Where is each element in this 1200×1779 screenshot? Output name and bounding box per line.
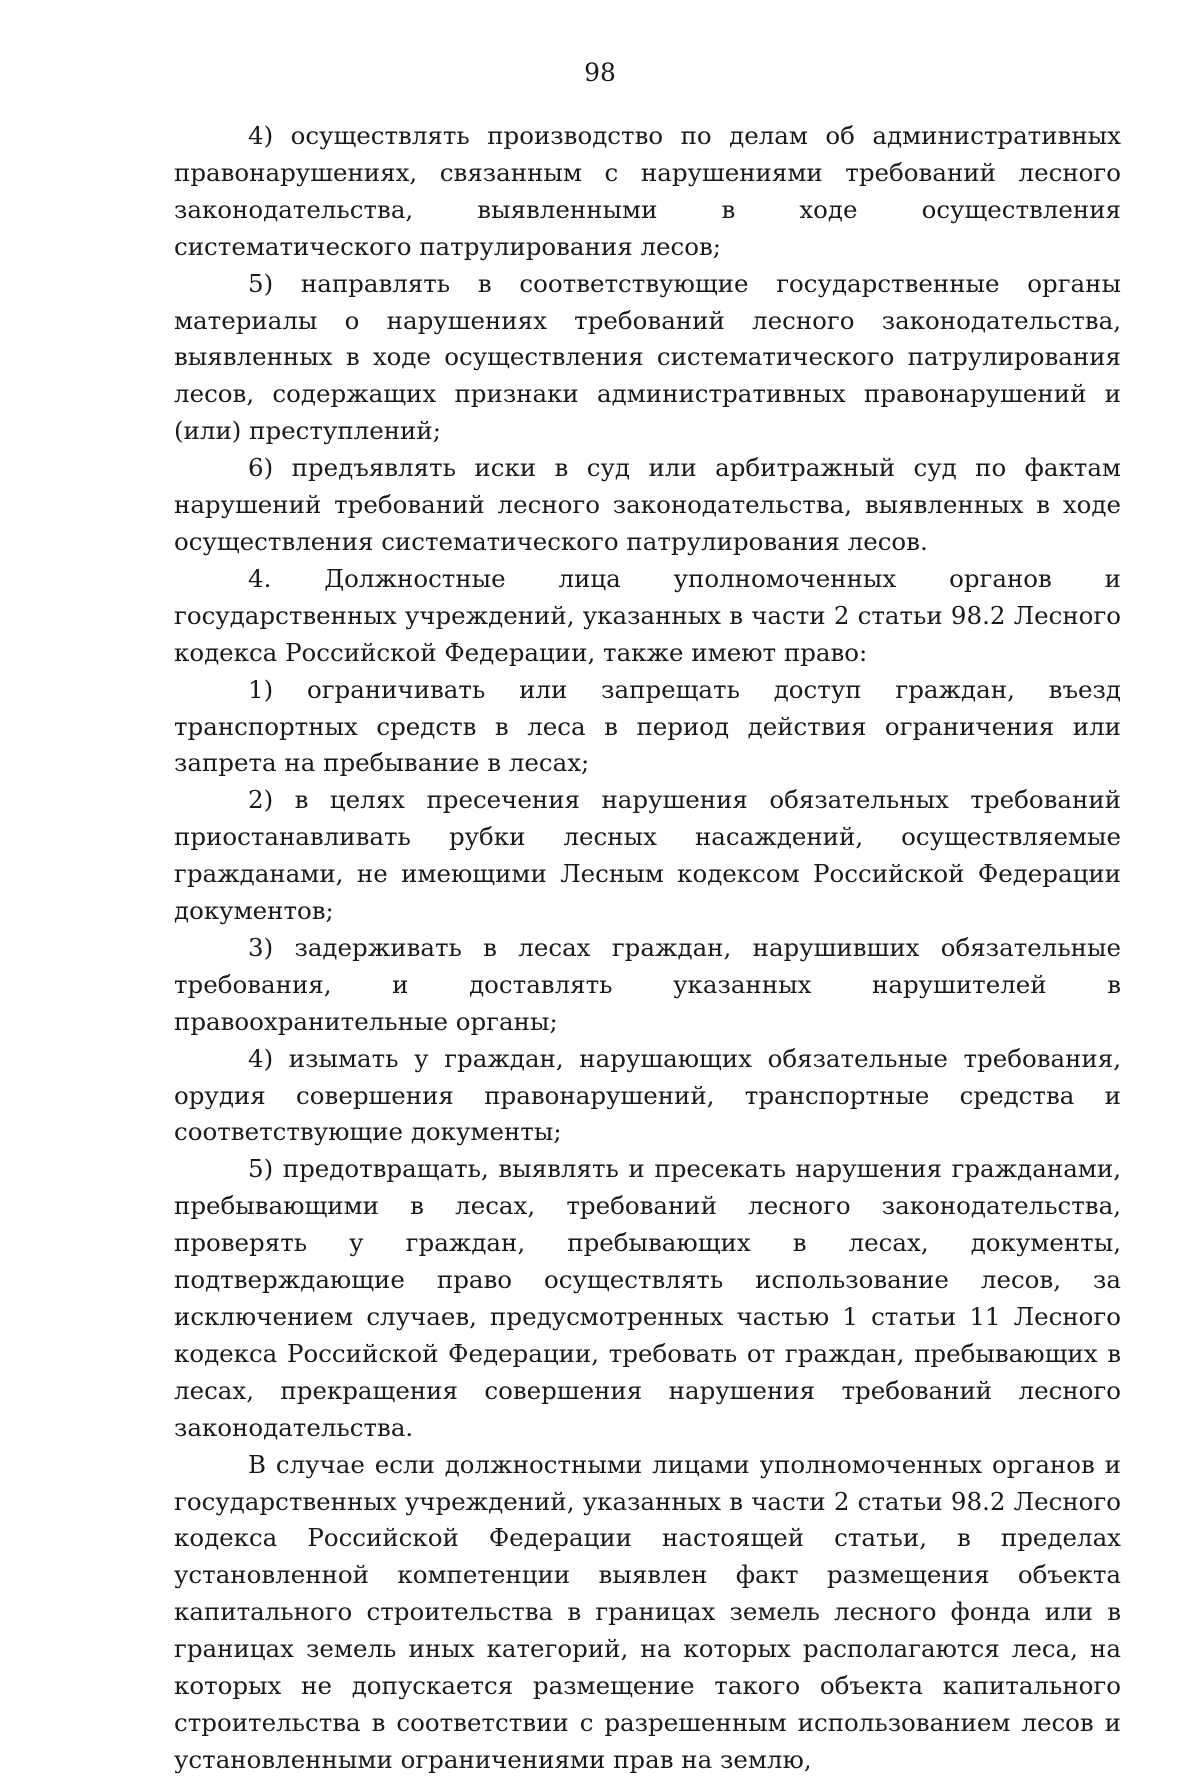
paragraph-section-4: 4. Должностные лица уполномоченных органов и государственных учреждений, указанных в части 2 статьи 98.2 Лесного кодекса Российской Федерации, также имеют право:: [174, 563, 1121, 667]
page-number: 98: [584, 58, 616, 87]
paragraph-case: В случае если должностными лицами уполномоченных органов и государственных учреждений, указанных в части 2 статьи 98.2 Лесного кодекса Российской Федерации настоящей статьи, в пределах установленной компетенции выявлен факт размещения объекта капитального строительства в границах земель лесного фонда или в границах земель иных категорий, на которых располагаются леса, на которых не допускается размещение такого объекта капитального строительства в соответствии с разрешенным использованием лесов и установленными ограничениями прав на землю,: [174, 1449, 1121, 1774]
paragraph-right-2: 2) в целях пресечения нарушения обязательных требований приостанавливать рубки лесных насаждений, осуществляемые гражданами, не имеющими Лесным кодексом Российской Федерации документов;: [174, 785, 1121, 926]
paragraph-item-6: 6) предъявлять иски в суд или арбитражный суд по фактам нарушений требований лесного законодательства, выявленных в ходе осуществления систематического патрулирования лесов.: [174, 453, 1121, 556]
paragraph-right-5: 5) предотвращать, выявлять и пресекать нарушения гражданами, пребывающими в лесах, требований лесного законодательства, проверять у граждан, пребывающих в лесах, документы, подтверждающие право осуществлять использование лесов, за исключением случаев, предусмотренных частью 1 статьи 11 Лесного кодекса Российской Федерации, требовать от граждан, пребывающих в лесах, прекращения совершения нарушения требований лесного законодательства.: [174, 1154, 1121, 1442]
paragraph-right-3: 3) задерживать в лесах граждан, нарушивших обязательные требования, и доставлять указанных нарушителей в правоохранительные органы;: [174, 932, 1121, 1036]
paragraph-right-1: 1) ограничивать или запрещать доступ граждан, въезд транспортных средств в леса в период действия ограничения или запрета на пребывание в лесах;: [174, 674, 1121, 778]
document-body: [174, 118, 1121, 1779]
paragraph-right-4: 4) изымать у граждан, нарушающих обязательные требования, орудия совершения правонарушений, транспортные средства и соответствующие документы;: [174, 1043, 1121, 1147]
paragraph-item-5: 5) направлять в соответствующие государственные органы материалы о нарушениях требований лесного законодательства, выявленных в ходе осуществления систематического патрулирования лесов, содержащих признаки административных правонарушений и (или) преступлений;: [174, 268, 1121, 446]
paragraph-item-4: 4) осуществлять производство по делам об административных правонарушениях, связанным с нарушениями требований лесного законодательства, выявленными в ходе осуществления систематического патрулирования лесов;: [174, 121, 1121, 261]
